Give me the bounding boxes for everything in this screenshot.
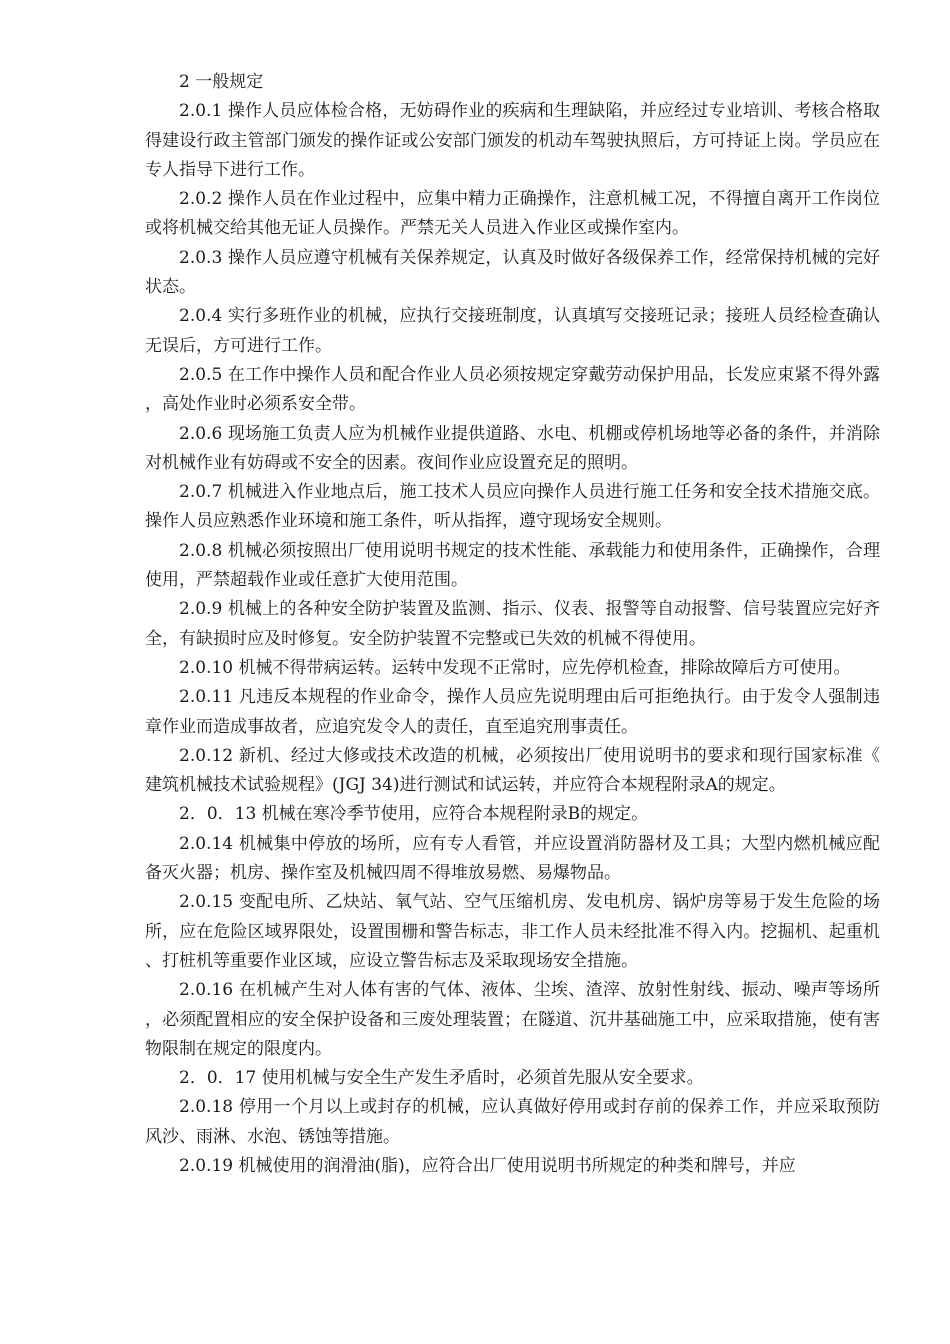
clause-2-0-17: 2．0．17 使用机械与安全生产发生矛盾时，必须首先服从安全要求。 [179,1068,704,1089]
clause-2-0-19: 2.0.19 机械使用的润滑油(脂)，应符合出厂使用说明书所规定的种类和牌号，并应 [179,1155,796,1176]
document-body [145,68,880,1181]
clause-2-0-13: 2．0．13 机械在寒冷季节使用，应符合本规程附录B的规定。 [179,804,649,825]
clause-2-0-9: 2.0.9 机械上的各种安全防护装置及监测、指示、仪表、报警等自动报警、信号装置应完好齐全，有缺损时应及时修复。安全防护装置不完整或已失效的机械不得使用。 [145,599,880,649]
clause-2-0-7: 2.0.7 机械进入作业地点后，施工技术人员应向操作人员进行施工任务和安全技术措施交底。操作人员应熟悉作业环境和施工条件，听从指挥，遵守现场安全规则。 [145,482,880,532]
clause-2-0-10: 2.0.10 机械不得带病运转。运转中发现不正常时，应先停机检查，排除故障后方可使用。 [179,657,851,678]
clause-2-0-2: 2.0.2 操作人员在作业过程中，应集中精力正确操作，注意机械工况，不得擅自离开工作岗位或将机械交给其他无证人员操作。严禁无关人员进入作业区或操作室内。 [145,189,880,239]
clause-2-0-5: 2.0.5 在工作中操作人员和配合作业人员必须按规定穿戴劳动保护用品，长发应束紧不得外露，高处作业时必须系安全带。 [145,364,880,415]
clause-2-0-8: 2.0.8 机械必须按照出厂使用说明书规定的技术性能、承载能力和使用条件，正确操作，合理使用，严禁超载作业或任意扩大使用范围。 [145,540,880,591]
clause-2-0-4: 2.0.4 实行多班作业的机械，应执行交接班制度，认真填写交接班记录；接班人员经检查确认无误后，方可进行工作。 [145,306,880,356]
clause-2-0-11: 2.0.11 凡违反本规程的作业命令，操作人员应先说明理由后可拒绝执行。由于发令人强制违章作业而造成事故者，应追究发令人的责任，直至追究刑事责任。 [145,687,880,737]
clause-2-0-16: 2.0.16 在机械产生对人体有害的气体、液体、尘埃、渣滓、放射性射线、振动、噪声等场所，必须配置相应的安全保护设备和三废处理装置；在隧道、沉井基础施工中，应采取措施，使有害物限制在规定的限度内。 [145,980,880,1059]
clause-2-0-1: 2.0.1 操作人员应体检合格，无妨碍作业的疾病和生理缺陷，并应经过专业培训、考核合格取得建设行政主管部门颁发的操作证或公安部门颁发的机动车驾驶执照后，方可持证上岗。学员应在专人指导下进行工作。 [145,101,880,180]
clause-2-0-18: 2.0.18 停用一个月以上或封存的机械，应认真做好停用或封存前的保养工作，并应采取预防风沙、雨淋、水泡、锈蚀等措施。 [145,1097,880,1147]
clause-2-0-3: 2.0.3 操作人员应遵守机械有关保养规定，认真及时做好各级保养工作，经常保持机械的完好状态。 [145,247,880,298]
clause-2-0-14: 2.0.14 机械集中停放的场所，应有专人看管，并应设置消防器材及工具；大型内燃机械应配备灭火器；机房、操作室及机械四周不得堆放易燃、易爆物品。 [145,833,880,884]
clause-2-0-12: 2.0.12 新机、经过大修或技术改造的机械，必须按出厂使用说明书的要求和现行国家标准《建筑机械技术试验规程》(JGJ 34)进行测试和试运转，并应符合本规程附录A的规定。 [145,745,880,796]
section-heading: 2 一般规定 [179,72,264,92]
clause-2-0-6: 2.0.6 现场施工负责人应为机械作业提供道路、水电、机棚或停机场地等必备的条件，并消除对机械作业有妨碍或不安全的因素。夜间作业应设置充足的照明。 [145,423,880,473]
clause-2-0-15: 2.0.15 变配电所、乙炔站、氧气站、空气压缩机房、发电机房、锅炉房等易于发生危险的场所，应在危险区域界限处，设置围栅和警告标志，非工作人员未经批准不得入内。挖掘机、起重机、打桩机等重要作业区域，应设立警告标志及采取现场安全措施。 [145,892,880,971]
